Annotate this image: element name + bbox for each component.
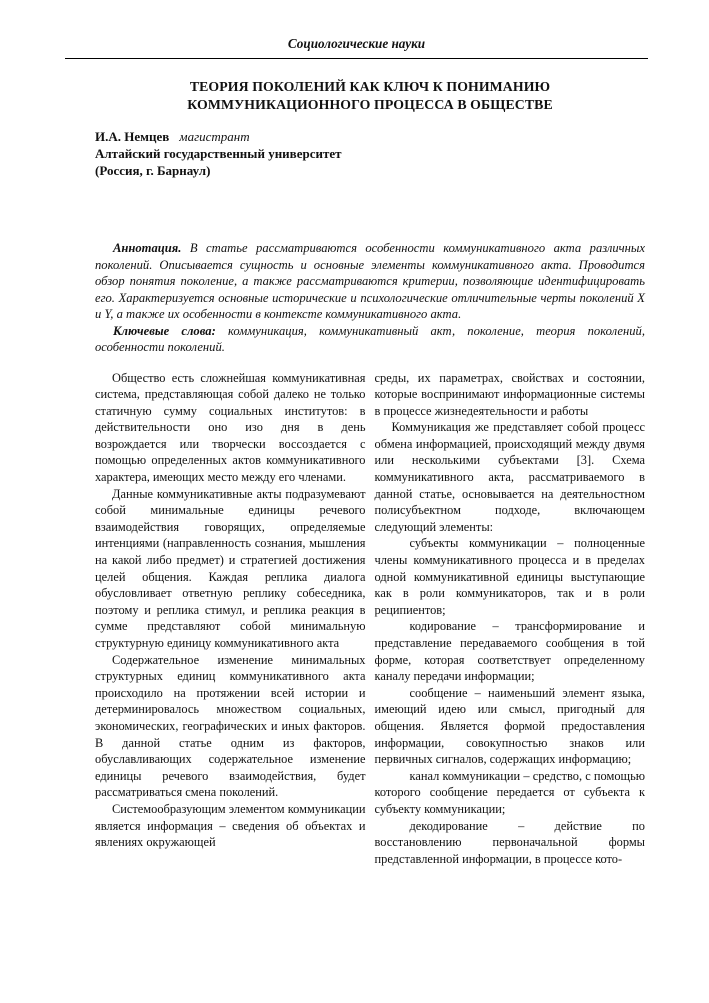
body-paragraph: Системообразующим элементом коммуникации является информация – сведения об объектах и явлениях окружающей xyxy=(95,801,366,850)
article-title xyxy=(95,78,645,113)
definition-item-channel: канал коммуникации – средство, с помощью которого сообщение передается от субъекта к субъекту коммуникации; xyxy=(374,768,645,816)
definition-item-decoding: декодирование – действие по восстановлению первоначальной формы представленной информации, в процессе кото- xyxy=(374,818,645,866)
abstract-block xyxy=(95,240,645,356)
author-role: магистрант xyxy=(179,129,250,144)
body-columns xyxy=(95,370,645,868)
body-paragraph: Коммуникация же представляет собой процесс обмена информацией, происходящий между двумя или несколькими субъектами [3]. Схема коммуникативного акта, рассматриваемого в данной статье, основывается на деятельностном полисубъектном подходе, включающем следующий элементы: xyxy=(374,420,645,534)
body-column-left xyxy=(95,370,366,868)
definition-item-message: сообщение – наименьший элемент языка, имеющий идею или смысл, пригодный для общения. Является формой предоставления информации, совокупностью знаков или первичных сигналов, содержащих информацию; xyxy=(374,685,645,767)
author-block xyxy=(95,128,645,179)
definition-item-encoding: кодирование – трансформирование и представление передаваемого сообщения в той форме, которая соответствует определенному каналу передачи информации; xyxy=(374,619,645,684)
keywords-paragraph xyxy=(95,323,645,356)
body-paragraph: Содержательное изменение минимальных структурных единиц коммуникативного акта происходило на протяжении всей истории и детерминировалось множеством социальных, экономических, географических и иных факторов. В данной статье одним из факторов, обуславливающих содержательное изменение единицы речевого взаимодействия, будет рассматриваться смена поколений. xyxy=(95,652,366,800)
body-column-right xyxy=(375,370,646,868)
abstract-paragraph xyxy=(95,240,645,323)
header-rule xyxy=(65,58,648,59)
abstract-label: Аннотация. xyxy=(113,241,182,255)
abstract-text: В статье рассматриваются особенности коммуникативного акта различных поколений. Описывается сущность и основные элементы коммуникативного акта. Проводится обзор понятия поколение, а также рассматриваются критерии, позволяющие идентифицировать его. Характеризуется основные исторические и психологические отличительные черты поколений X и Y, а также их особенности в контексте коммуникативного акта. xyxy=(95,241,645,321)
keywords-label: Ключевые слова: xyxy=(113,323,216,338)
keywords-text: коммуникация, коммуникативный акт, поколение, теория поколений, особенности поколений. xyxy=(95,323,645,354)
author-line xyxy=(95,128,645,145)
article-title-line2: КОММУНИКАЦИОННОГО ПРОЦЕССА В ОБЩЕСТВЕ xyxy=(187,96,553,112)
author-location: (Россия, г. Барнаул) xyxy=(95,163,211,178)
author-name: И.А. Немцев xyxy=(95,129,170,144)
definition-item-subjects: субъекты коммуникации – полноценные члены коммуникативного процесса и в пределах одной коммуникативной единицы выступающие как в роли коммуникаторов, так и в роли реципиентов; xyxy=(374,536,645,617)
body-paragraph-continuation: среды, их параметрах, свойствах и состоянии, которые воспринимают информационные системы в процессе жизнедеятельности и работы xyxy=(374,370,645,418)
body-paragraph: Данные коммуникативные акты подразумевают собой минимальные единицы речевого взаимодействия говорящих, определяемые интенциями (направленность сознания, мышления на какой либо предмет) и стратегией достижения целей общения. Каждая реплика диалога обусловливает ответную реплику собеседника, поэтому и реплика стимул, и реплика реакция в сумме представляют собой минимальную структурную единицу коммуникативного акта xyxy=(95,486,366,650)
article-title-line1: ТЕОРИЯ ПОКОЛЕНИЙ КАК КЛЮЧ К ПОНИМАНИЮ xyxy=(189,79,551,94)
journal-section-heading: Социологические науки xyxy=(287,36,426,51)
body-paragraph: Общество есть сложнейшая коммуникативная система, представляющая собой далеко не только статичную сумму социальных институтов: в действительности оно изо дня в день возрождается или творчески воссоздается с помощью определенных актов коммуникативного характера, имеющих место между его членами. xyxy=(95,370,366,485)
author-affiliation: Алтайский государственный университет xyxy=(95,146,342,161)
